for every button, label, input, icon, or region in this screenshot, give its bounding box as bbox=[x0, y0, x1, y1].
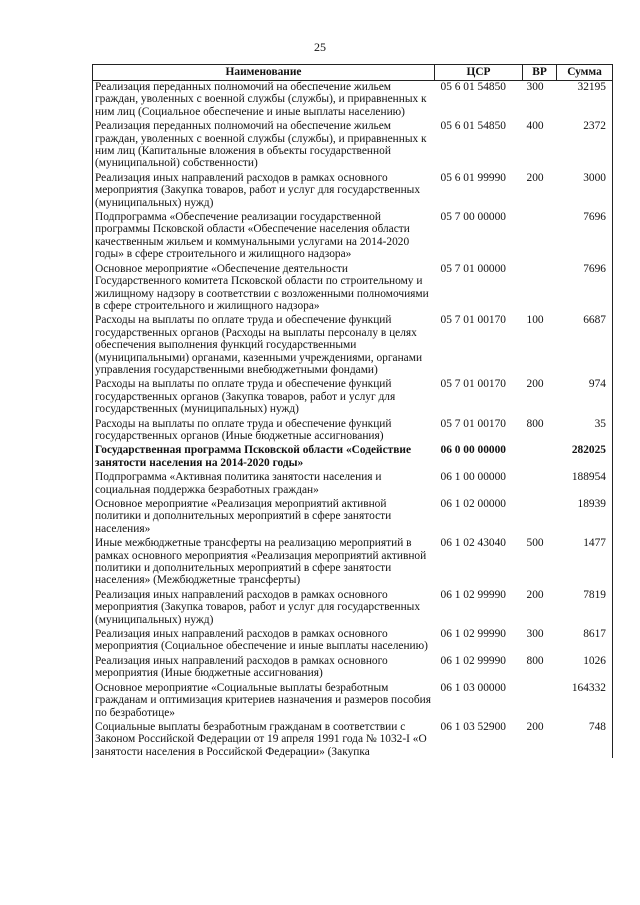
cell-name: Расходы на выплаты по оплате труда и обеспечение функций государственных органов (Закупка товаров, работ и услуг для государственных (муниципальных) нужд) bbox=[93, 376, 435, 415]
cell-csr: 06 1 02 99990 bbox=[440, 588, 506, 601]
cell-vr: 300 bbox=[526, 81, 544, 93]
cell-sum: 1026 bbox=[557, 653, 613, 680]
cell-vr: 400 bbox=[526, 120, 544, 133]
cell-csr: 05 7 01 00000 bbox=[440, 262, 506, 275]
table-row bbox=[93, 496, 613, 535]
cell-name: Реализация иных направлений расходов в рамках основного мероприятия (Закупка товаров, работ и услуг для государственных (муниципальных) нужд) bbox=[93, 170, 435, 209]
cell-name: Основное мероприятие «Социальные выплаты безработным гражданам и оптимизация критериев назначения и размеров пособия по безработице» bbox=[93, 680, 435, 719]
cell-vr: 500 bbox=[526, 537, 544, 550]
cell-csr: 05 6 01 54850 bbox=[440, 120, 506, 133]
table-row bbox=[93, 170, 613, 209]
cell-name: Реализация иных направлений расходов в рамках основного мероприятия (Закупка товаров, работ и услуг для государственных (муниципальных) нужд) bbox=[93, 587, 435, 626]
cell-csr: 05 6 01 99990 bbox=[440, 171, 506, 184]
cell-sum: 188954 bbox=[557, 469, 613, 496]
cell-name: Государственная программа Псковской области «Содействие занятости населения на 2014-2020 годы» bbox=[93, 442, 435, 469]
table-row bbox=[93, 587, 613, 626]
cell-sum: 35 bbox=[557, 416, 613, 443]
cell-sum: 8617 bbox=[557, 626, 613, 653]
cell-csr: 06 0 00 00000 bbox=[440, 444, 506, 457]
table-row bbox=[93, 81, 613, 119]
cell-name: Основное мероприятие «Реализация мероприятий активной политики и дополнительных мероприятий в сфере занятости населения» bbox=[93, 496, 435, 535]
cell-csr: 05 6 01 54850 bbox=[440, 81, 506, 93]
header-sum: Сумма bbox=[557, 65, 613, 81]
cell-csr: 06 1 02 99990 bbox=[440, 628, 506, 641]
cell-csr: 05 7 01 00170 bbox=[440, 417, 506, 430]
table-row bbox=[93, 653, 613, 680]
header-vr: ВР bbox=[523, 65, 557, 81]
cell-csr: 05 7 01 00170 bbox=[440, 314, 506, 327]
cell-csr: 06 1 03 00000 bbox=[440, 681, 506, 694]
table-row bbox=[93, 442, 613, 469]
cell-name: Расходы на выплаты по оплате труда и обеспечение функций государственных органов (Иные бюджетные ассигнования) bbox=[93, 416, 435, 443]
cell-csr: 06 1 02 43040 bbox=[440, 537, 506, 550]
table-row bbox=[93, 261, 613, 313]
cell-vr: 200 bbox=[526, 588, 544, 601]
header-name: Наименование bbox=[93, 65, 435, 81]
cell-sum: 3000 bbox=[557, 170, 613, 209]
table-row bbox=[93, 719, 613, 758]
cell-name: Реализация переданных полномочий на обеспечение жильем граждан, уволенных с военной службы (службы), и приравненных к ним лиц (Социальное обеспечение и иные выплаты населению) bbox=[93, 81, 435, 119]
budget-table bbox=[92, 64, 613, 758]
cell-csr: 06 1 02 00000 bbox=[440, 498, 506, 510]
table-row bbox=[93, 312, 613, 376]
page-number: 25 bbox=[314, 40, 326, 54]
cell-sum: 974 bbox=[557, 376, 613, 415]
header-csr: ЦСР bbox=[435, 65, 523, 81]
cell-name: Реализация иных направлений расходов в рамках основного мероприятия (Иные бюджетные ассигнования) bbox=[93, 653, 435, 680]
cell-csr: 05 7 00 00000 bbox=[440, 211, 506, 224]
cell-name: Реализация иных направлений расходов в рамках основного мероприятия (Социальное обеспечение и иные выплаты населению) bbox=[93, 626, 435, 653]
cell-sum: 282025 bbox=[557, 442, 613, 469]
cell-vr bbox=[523, 442, 557, 469]
cell-vr bbox=[523, 469, 557, 496]
cell-csr: 06 1 00 00000 bbox=[440, 471, 506, 484]
table-row bbox=[93, 118, 613, 170]
cell-name: Иные межбюджетные трансферты на реализацию мероприятий в рамках основного мероприятия «Реализация мероприятий активной политики и дополнительных мероприятий в сфере занятости населения» (Межбюджетные трансферты) bbox=[93, 535, 435, 587]
cell-csr: 06 1 02 99990 bbox=[440, 654, 506, 667]
cell-vr: 300 bbox=[526, 628, 544, 641]
cell-vr bbox=[523, 261, 557, 313]
cell-sum: 1477 bbox=[557, 535, 613, 587]
cell-sum: 2372 bbox=[557, 118, 613, 170]
table-row bbox=[93, 535, 613, 587]
cell-name: Подпрограмма «Активная политика занятости населения и социальная поддержка безработных граждан» bbox=[93, 469, 435, 496]
cell-name: Основное мероприятие «Обеспечение деятельности Государственного комитета Псковской области по строительному и жилищному надзору в соответствии с возложенными полномочиями в сфере строительного и жилищного надзора» bbox=[93, 261, 435, 313]
cell-sum: 18939 bbox=[557, 496, 613, 535]
cell-name: Реализация переданных полномочий на обеспечение жильем граждан, уволенных с военной службы (службы), и приравненных к ним лиц (Капитальные вложения в объекты государственной (муниципальной) собственности) bbox=[93, 118, 435, 170]
cell-name: Социальные выплаты безработным гражданам в соответствии с Законом Российской Федерации от 19 апреля 1991 года № 1032-I «О занятости населения в Российской Федерации» (Закупка bbox=[93, 719, 435, 758]
cell-sum: 32195 bbox=[557, 81, 613, 119]
cell-vr: 800 bbox=[526, 654, 544, 667]
table-header-row bbox=[93, 65, 613, 81]
table-body bbox=[93, 81, 613, 759]
cell-vr: 200 bbox=[526, 720, 544, 733]
cell-name: Расходы на выплаты по оплате труда и обеспечение функций государственных органов (Расходы на выплаты персоналу в целях обеспечения выполнения функций государственными (муниципальными) органами, казенными учреждениями, органами управления государственными внебюджетными фондами) bbox=[93, 312, 435, 376]
cell-vr: 200 bbox=[526, 378, 544, 391]
cell-sum: 7819 bbox=[557, 587, 613, 626]
cell-vr bbox=[523, 496, 557, 535]
cell-name: Подпрограмма «Обеспечение реализации государственной программы Псковской области «Обеспечение населения области качественным жильем и коммунальными услугами на 2014-2020 годы» в сфере строительного и жилищного надзора» bbox=[93, 209, 435, 261]
cell-csr: 05 7 01 00170 bbox=[440, 378, 506, 391]
cell-sum: 164332 bbox=[557, 680, 613, 719]
table-row bbox=[93, 376, 613, 415]
table-row bbox=[93, 680, 613, 719]
cell-csr: 06 1 03 52900 bbox=[440, 720, 506, 733]
cell-vr bbox=[523, 680, 557, 719]
cell-vr: 200 bbox=[526, 171, 544, 184]
cell-sum: 7696 bbox=[557, 209, 613, 261]
cell-sum: 6687 bbox=[557, 312, 613, 376]
table-row bbox=[93, 626, 613, 653]
table-row bbox=[93, 469, 613, 496]
cell-vr: 800 bbox=[526, 417, 544, 430]
cell-vr bbox=[523, 209, 557, 261]
cell-sum: 748 bbox=[557, 719, 613, 758]
table-row bbox=[93, 209, 613, 261]
cell-vr: 100 bbox=[526, 314, 544, 327]
cell-sum: 7696 bbox=[557, 261, 613, 313]
table-row bbox=[93, 416, 613, 443]
